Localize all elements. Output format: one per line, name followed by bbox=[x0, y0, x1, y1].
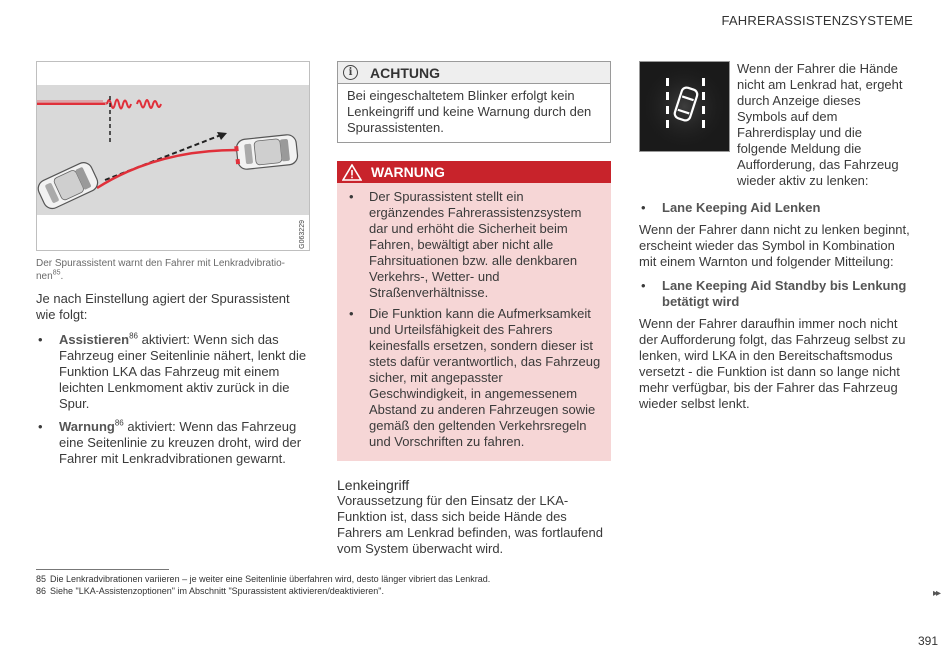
car-right bbox=[234, 134, 299, 170]
paragraph: Wenn der Fahrer dann nicht zu lenken beginnt, erscheint wieder das Symbol in Kombination mit einem Warnton und folgender Mitteilung: bbox=[639, 222, 910, 269]
lane-assist-illustration bbox=[36, 61, 310, 251]
message-list bbox=[639, 278, 913, 310]
page-number: 391 bbox=[917, 634, 938, 648]
message-list bbox=[639, 200, 913, 216]
warning-box bbox=[337, 161, 611, 461]
caution-title: ACHTUNG bbox=[370, 64, 440, 81]
column-left bbox=[36, 61, 310, 474]
list-item: • Lane Keeping Aid Lenken bbox=[639, 200, 913, 216]
list-item: • Lane Keeping Aid Standby bis Lenkung betätigt wird bbox=[639, 278, 913, 310]
warning-title: WARNUNG bbox=[371, 164, 445, 180]
list-item: • Die Funktion kann die Aufmerksamkeit und Urteilsfähigkeit des Fahrers keinesfalls ersetzen, sondern dieser ist stets dafür verantwortlich, das Fahrzeug sicher, mit angepasster Geschwindigkeit, in angemessenem Abstand zu anderen Fahrzeugen sowie gemäß den geltenden Verkehrsregeln und Vorschriften zu fahren. bbox=[337, 306, 602, 450]
section-heading: Lenkeingriff bbox=[337, 477, 410, 493]
column-middle bbox=[337, 61, 611, 557]
warning-header bbox=[337, 161, 611, 183]
caution-header bbox=[338, 62, 610, 84]
caution-text: Bei eingeschaltetem Blinker erfolgt kein Lenkeingriff und keine Warnung durch den Spurassistenten. bbox=[347, 88, 592, 135]
figure-id: G063229 bbox=[299, 220, 306, 249]
hands-on-wheel-symbol bbox=[639, 61, 730, 152]
paragraph: Wenn der Fahrer daraufhin immer noch nicht der Aufforderung folgt, das Fahrzeug selbst zu lenken, wird LKA in den Bereitschaftsmodus versetzt - die Funktion ist dann so lange nicht mehr verfügbar, bis der Fahrer das Fahrzeug wieder selbst lenkt. bbox=[639, 316, 906, 411]
column-right bbox=[639, 61, 913, 412]
symbol-description: Wenn der Fahrer die Hände nicht am Lenkrad hat, ergeht durch Anzeige dieses Symbols auf dem Fahrerdisplay und die folgende Meldung die Aufforderung, das Fahrzeug wieder aktiv zu lenken: bbox=[737, 61, 903, 188]
caution-box bbox=[337, 61, 611, 143]
footnote-rule bbox=[36, 569, 169, 570]
section-text: Voraussetzung für den Einsatz der LKA-Funktion ist, dass sich beide Hände des Fahrers am Lenkrad befinden, was fortlaufend vom System überwacht wird. bbox=[337, 493, 603, 556]
footnote: 86 Siehe "LKA-Assistenzoptionen" im Abschnitt "Spurassistent aktivieren/deaktivieren". bbox=[36, 586, 384, 596]
warning-triangle-icon bbox=[342, 164, 362, 181]
mode-list bbox=[36, 332, 310, 467]
list-item: • Der Spurassistent stellt ein ergänzendes Fahrerassistenzsystem dar und erhöht die Sicherheit beim Fahren, bewältigt aber nicht alle Fahrsituationen bzw. alle denkbaren Verkehrs-, Wetter- und Straßenverhältnisse. bbox=[337, 189, 602, 301]
footnotes bbox=[36, 573, 490, 597]
info-icon: i bbox=[343, 65, 358, 80]
figure-caption: Der Spurassistent warnt den Fahrer mit Lenkradvibratio-nen$^{85}$. bbox=[36, 258, 285, 282]
section-header: FAHRERASSISTENZSYSTEME bbox=[721, 13, 913, 28]
intro-text: Je nach Einstellung agiert der Spurassistent wie folgt: bbox=[36, 291, 290, 322]
footnote: 85 Die Lenkradvibrationen variieren – je weiter eine Seitenlinie überfahren wird, desto länger vibriert das Lenkrad. bbox=[36, 574, 491, 584]
list-item: • Assistieren$^{86}$ aktiviert: Wenn sich das Fahrzeug einer Seitenlinie nähert, lenkt die Funktion LKA das Fahrzeug mit einem leichten Lenkmoment aktiv zurück in die Spur. bbox=[36, 332, 310, 412]
next-page-icon[interactable]: ▸▸ bbox=[932, 588, 939, 599]
list-item: • Warnung$^{86}$ aktiviert: Wenn das Fahrzeug eine Seitenlinie zu kreuzen droht, wird der Fahrer mit Lenkradvibrationen gewarnt. bbox=[36, 419, 310, 467]
